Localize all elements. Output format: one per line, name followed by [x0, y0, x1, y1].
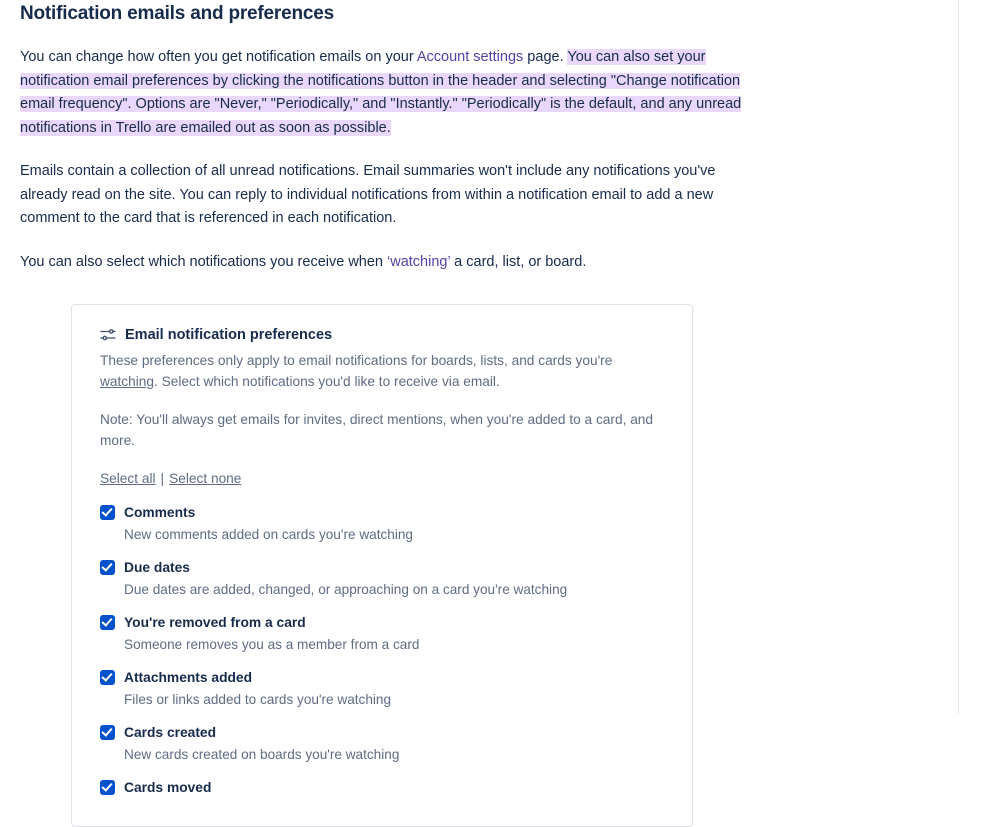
card-container: [20, 274, 979, 827]
paragraph3-after-link: a card, list, or board.: [450, 253, 587, 270]
option-row[interactable]: [100, 558, 664, 577]
card-description: [100, 351, 640, 392]
paragraph-watching: [20, 231, 745, 275]
paragraph1-before-link: You can change how often you get notification emails on your: [20, 49, 417, 65]
option-label: Attachments added: [124, 670, 253, 685]
paragraph-notification-frequency: [20, 25, 745, 140]
paragraph1-after-link: page.: [523, 49, 568, 65]
checkbox-due-dates[interactable]: [100, 560, 115, 575]
option-row[interactable]: [100, 723, 664, 742]
watching-link[interactable]: ‘watching’: [387, 253, 451, 270]
watching-underlined[interactable]: watching: [100, 373, 155, 389]
option-description: New comments added on cards you're watching: [124, 527, 413, 542]
card-header: [100, 327, 664, 343]
option-description: New cards created on boards you're watching: [124, 747, 400, 762]
card-description-part2: . Select which notifications you'd like to receive via email.: [154, 373, 500, 389]
option-description: Someone removes you as a member from a card: [124, 637, 420, 652]
email-notification-preferences-card: [71, 304, 693, 827]
option-row[interactable]: [100, 668, 664, 687]
checkbox-removed-from-card[interactable]: [100, 615, 115, 630]
card-title: Email notification preferences: [125, 327, 333, 343]
select-none-link[interactable]: Select none: [169, 471, 242, 486]
checkbox-comments[interactable]: [100, 505, 115, 520]
account-settings-link[interactable]: Account settings: [416, 49, 524, 65]
option-label: Comments: [124, 505, 196, 520]
checkbox-cards-moved[interactable]: [100, 780, 115, 795]
list-item: [100, 778, 664, 797]
list-item: [100, 668, 664, 710]
select-all-link[interactable]: Select all: [100, 471, 156, 486]
right-divider: [958, 0, 959, 714]
checkbox-cards-created[interactable]: [100, 725, 115, 740]
checkbox-attachments-added[interactable]: [100, 670, 115, 685]
option-label: Due dates: [124, 560, 190, 575]
option-row[interactable]: [100, 613, 664, 632]
paragraph-email-summaries: Emails contain a collection of all unread notifications. Email summaries won't include any notifications you've already read on the site. You can reply to individual notifications from within a notification email to add a new comment to the card that is referenced in each notification.: [20, 163, 716, 226]
list-item: [100, 723, 664, 765]
option-label: Cards created: [124, 725, 217, 740]
card-note: Note: You'll always get emails for invites, direct mentions, when you're added to a card, and more.: [100, 412, 654, 448]
list-item: [100, 503, 664, 545]
option-description: Due dates are added, changed, or approaching on a card you're watching: [124, 582, 568, 597]
option-label: You're removed from a card: [124, 615, 306, 630]
list-item: [100, 613, 664, 655]
paragraph3-before-link: You can also select which notifications you receive when: [20, 253, 388, 270]
highlighted-text: You can also set your notification email preferences by clicking the notifications button in the header and selecting "Change notification email frequency". Options are "Never," "Periodically," and "Instantly." "Periodically" is the default, and any unread notifications in Trello are emailed out as soon as possible.: [20, 49, 742, 136]
option-row[interactable]: [100, 778, 664, 797]
notification-options-list: [100, 503, 664, 797]
page-title: Notification emails and preferences: [20, 3, 334, 24]
list-item: [100, 558, 664, 600]
preferences-sliders-icon: [100, 327, 116, 343]
select-actions-row: [100, 471, 664, 486]
option-row[interactable]: [100, 503, 664, 522]
option-label: Cards moved: [124, 780, 212, 795]
card-description-part1: These preferences only apply to email notifications for boards, lists, and cards you're: [100, 353, 613, 368]
select-separator: |: [160, 471, 165, 486]
option-description: Files or links added to cards you're watching: [124, 692, 392, 707]
